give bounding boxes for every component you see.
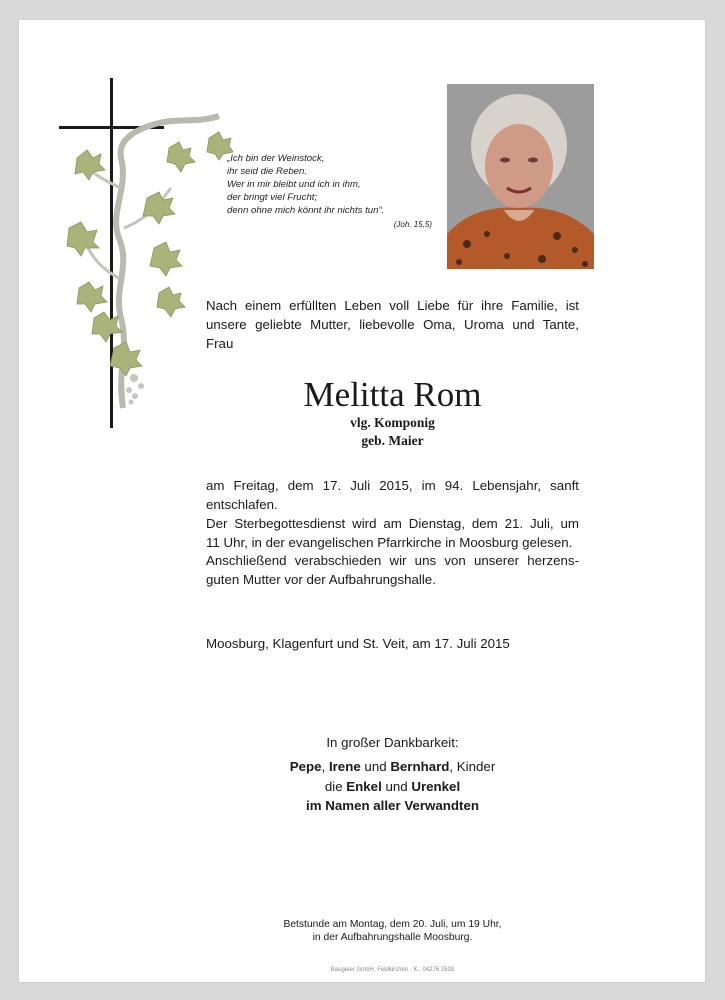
quote-line: ihr seid die Reben.: [227, 166, 307, 177]
service-paragraph: [206, 514, 579, 552]
quote-line: der bringt viel Frucht;: [227, 192, 318, 203]
prayer-line-1: Betstunde am Montag, dem 20. Juli, um 19 Uhr,: [283, 919, 502, 930]
quote-reference: (Joh. 15,5): [393, 220, 432, 229]
mourner-name: Irene: [328, 759, 361, 774]
quote-line: „Ich bin der Weinstock,: [227, 153, 325, 164]
prayer-line-2: in der Aufbahrungshalle Moosburg.: [312, 932, 473, 943]
intro-line: unsere geliebte Mutter, liebevolle Oma, Uroma und Tante,: [206, 317, 579, 332]
death-line: am Freitag, dem 17. Juli 2015, im 94. Lebensjahr, sanft: [206, 478, 579, 493]
intro-line: Nach einem erfüllten Leben voll Liebe für ihre Familie, ist: [206, 298, 579, 313]
death-line: entschlafen.: [206, 497, 278, 512]
place-date: [206, 634, 579, 653]
portrait-photo: [447, 84, 594, 269]
mourners-grandchildren: [206, 777, 579, 797]
mourners-intro: In großer Dankbarkeit:: [326, 735, 459, 750]
printer-imprint: Baugeier GmbH, Feldkirchen - K., 04276 2538: [330, 967, 455, 973]
article: die: [324, 779, 347, 794]
quote-line: denn ohne mich könnt ihr nichts tun“.: [227, 205, 385, 216]
intro-line: Frau: [206, 336, 234, 351]
place-date-line: Moosburg, Klagenfurt und St. Veit, am 17. Juli 2015: [206, 636, 510, 651]
deceased-name: Melitta Rom: [303, 375, 482, 414]
mourner-group: Enkel: [346, 779, 382, 794]
parte-sheet: [19, 20, 705, 982]
mourner-group: Urenkel: [411, 779, 461, 794]
mourner-name: Pepe: [289, 759, 322, 774]
mourners-relatives: im Namen aller Verwandten: [306, 798, 479, 813]
intro-paragraph: [206, 296, 579, 353]
separator: und: [381, 779, 412, 794]
separator: ,: [321, 759, 329, 774]
vulgo-name: vlg. Komponig: [350, 415, 435, 430]
service-line: Der Sterbegottesdienst wird am Dienstag, dem 21. Juli, um: [206, 516, 579, 531]
mourners-children: [206, 757, 579, 777]
death-paragraph: [206, 476, 579, 514]
mourner-name: Bernhard: [390, 759, 450, 774]
farewell-line: guten Mutter vor der Aufbahrungshalle.: [206, 572, 436, 587]
separator: und: [360, 759, 391, 774]
service-line: 11 Uhr, in der evangelischen Pfarrkirche in Moosburg gelesen.: [206, 535, 573, 550]
quote-line: Wer in mir bleibt und ich in ihm,: [227, 179, 361, 190]
relation-label: , Kinder: [449, 759, 496, 774]
bible-quote: [227, 152, 432, 231]
maiden-name: geb. Maier: [361, 433, 424, 448]
farewell-line: Anschließend verabschieden wir uns von unserer herzens-: [206, 553, 579, 568]
farewell-paragraph: [206, 551, 579, 589]
